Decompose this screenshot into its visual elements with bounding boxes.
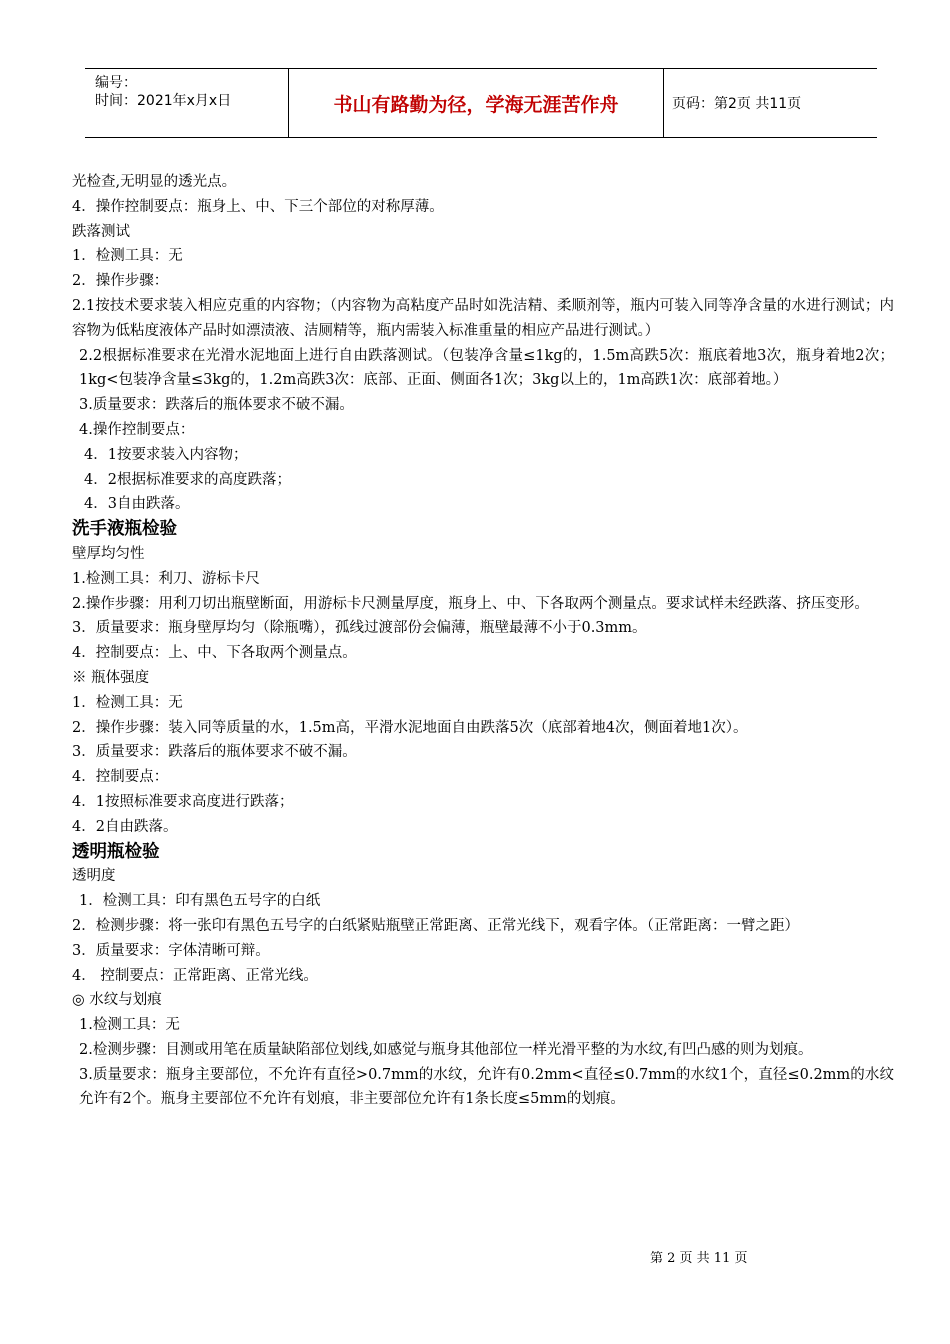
page-header <box>85 68 877 138</box>
body-line: 1.检测工具：利刀、游标卡尺 <box>72 570 260 587</box>
header-motto: 书山有路勤为径，学海无涯苦作舟 <box>333 93 619 116</box>
body-line: 4．操作控制要点：瓶身上、中、下三个部位的对称厚薄。 <box>72 198 444 215</box>
body-paragraph: 2.操作步骤：用利刀切出瓶壁断面，用游标卡尺测量厚度，瓶身上、中、下各取两个测量点。要求试样未经跌落、挤压变形。 <box>72 595 869 612</box>
body-line: 1．检测工具：无 <box>72 248 183 265</box>
body-line: 4．控制要点：上、中、下各取两个测量点。 <box>72 645 357 662</box>
body-line: 4． 控制要点：正常距离、正常光线。 <box>72 967 318 984</box>
body-line: 1.检测工具：无 <box>79 1017 180 1034</box>
body-line: 4．控制要点： <box>72 769 169 786</box>
document-number-label: 编号： <box>95 75 137 91</box>
body-paragraph: 2.1按技术要求装入相应克重的内容物；（内容物为高粘度产品时如洗洁精、柔顺剂等，瓶内可装入同等净含量的水进行测试；内容物为低粘度液体产品时如漂渍液、洁厕精等，瓶内需装入标准重量的相应产品进行测试。） <box>72 297 894 339</box>
body-line: 4．2根据标准要求的高度跌落； <box>84 471 291 488</box>
body-line: 4．1按要求装入内容物； <box>84 446 248 463</box>
body-paragraph: 2.2根据标准要求在光滑水泥地面上进行自由跌落测试。（包装净含量≤1kg的，1.5m高跌5次：瓶底着地3次，瓶身着地2次；1kg<包装净含量≤3kg的，1.2m高跌3次：底部、正面、侧面各1次；3kg以上的，1m高跌1次：底部着地。） <box>79 347 894 389</box>
body-line: 3．质量要求：跌落后的瓶体要求不破不漏。 <box>72 744 357 761</box>
header-page-number: 页码：第2页 共11页 <box>672 96 802 112</box>
section-heading: 洗手液瓶检验 <box>72 519 177 540</box>
subsection-title: ※ 瓶体强度 <box>72 669 150 686</box>
body-line: 4．1按照标准要求高度进行跌落； <box>72 793 294 810</box>
subsection-title: 壁厚均匀性 <box>72 545 145 562</box>
body-line: 光检查,无明显的透光点。 <box>72 174 237 190</box>
body-paragraph: 3.质量要求：瓶身主要部位，不允许有直径>0.7mm的水纹，允许有0.2mm<直径≤0.7mm的水纹1个，直径≤0.2mm的水纹允许有2个。瓶身主要部位不允许有划痕，非主要部位允许有1条长度≤5mm的划痕。 <box>79 1066 894 1108</box>
body-line: 4．3自由跌落。 <box>84 496 190 513</box>
body-line: 3．质量要求：字体清晰可辩。 <box>72 942 270 959</box>
body-line: 4.操作控制要点： <box>79 421 195 438</box>
section-heading: 透明瓶检验 <box>72 841 160 862</box>
body-line: 1．检测工具：印有黑色五号字的白纸 <box>79 893 321 910</box>
document-time-label: 时间：2021年x月x日 <box>95 93 232 109</box>
body-line: 3.质量要求：跌落后的瓶体要求不破不漏。 <box>79 397 354 414</box>
body-paragraph: 2．检测步骤：将一张印有黑色五号字的白纸紧贴瓶壁正常距离、正常光线下，观看字体。（正常距离：一臂之距） <box>72 917 799 934</box>
body-line: 2．操作步骤：装入同等质量的水，1.5m高，平滑水泥地面自由跌落5次（底部着地4次，侧面着地1次）。 <box>72 719 748 736</box>
subsection-title: ◎ 水纹与划痕 <box>72 992 162 1009</box>
header-motto-cell <box>288 69 664 137</box>
header-meta-cell <box>85 69 288 137</box>
document-body <box>72 170 894 1112</box>
body-line: 4．2自由跌落。 <box>72 818 178 835</box>
subsection-title: 跌落测试 <box>72 223 130 240</box>
page-footer: 第 2 页 共 11 页 <box>650 1251 748 1266</box>
body-line: 3．质量要求：瓶身壁厚均匀（除瓶嘴），孤线过渡部份会偏薄，瓶壁最薄不小于0.3mm。 <box>72 620 647 637</box>
header-page-cell <box>664 69 877 137</box>
subsection-title: 透明度 <box>72 868 116 885</box>
body-line: 2．操作步骤： <box>72 273 169 290</box>
body-line: 1．检测工具：无 <box>72 694 183 711</box>
body-paragraph: 2.检测步骤：目测或用笔在质量缺陷部位划线,如感觉与瓶身其他部位一样光滑平整的为水纹,有凹凸感的则为划痕。 <box>79 1041 813 1058</box>
